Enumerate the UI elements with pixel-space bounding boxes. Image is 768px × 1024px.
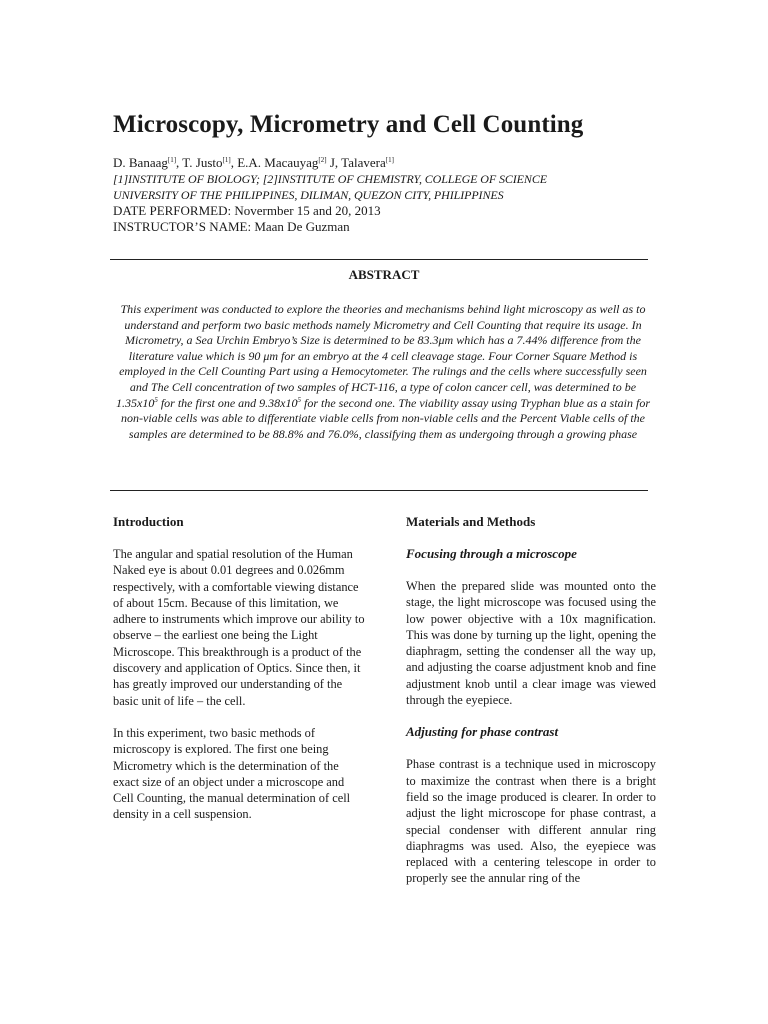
bottom-divider (110, 490, 648, 491)
introduction-paragraph: The angular and spatial resolution of the Human Naked eye is about 0.01 degrees and 0.026mm respectively, with a comfortable viewing distance of about 15cm. Because of this limitation, we adhere to instruments which improve our ability to observe – the earliest one being the Light Microscope. This breakthrough is a product of the discovery and application of Optics. Since then, it has greatly improved our understanding of the basic unit of life – the cell. (113, 547, 365, 708)
methods-paragraph: Phase contrast is a technique used in microscopy to maximize the contrast when there is a bright field so the image produced is clearer. In order to adjust the light microscope for phase contrast, a special condenser with different annular ring diaphragms was used. Also, the eyepiece was replaced with a centering telescope in order to properly see the annular ring of the (406, 757, 656, 886)
date-performed: DATE PERFORMED: Novermber 15 and 20, 2013 (113, 203, 381, 218)
abstract-body (113, 302, 653, 442)
abstract-text: for the first one and 9.38x10 (157, 395, 298, 410)
introduction-column (113, 514, 365, 839)
subsection-heading-focusing: Focusing through a microscope (406, 546, 577, 561)
author-name: , T. Justo (176, 155, 223, 170)
author-name: J, Talavera (326, 155, 386, 170)
methods-paragraph: When the prepared slide was mounted onto the stage, the light microscope was focused using the low power objective with a 10x magnification. This was done by turning up the light, opening the diaphragm, setting the condenser all the way up, and adjusting the coarse adjustment knob and fine adjustment knob until a clear image was viewed through the eyepiece. (406, 579, 656, 708)
abstract-text: for the second one. The viability assay using Tryphan blue as a stain for non-viable cells was able to differentiate viable cells from non-viable cells and the Percent Viable cells of the samples are determined to be 88.8% and 76.0%, classifying them as undergoing through a growing phase (121, 395, 650, 441)
abstract-heading: ABSTRACT (348, 267, 420, 282)
author-affiliation-mark: [2] (318, 156, 327, 164)
institution-line: [1]INSTITUTE OF BIOLOGY; [2]INSTITUTE OF CHEMISTRY, COLLEGE OF SCIENCE (113, 172, 547, 186)
author-affiliation-mark: [1] (222, 156, 231, 164)
author-name: , E.A. Macauyag (230, 155, 319, 170)
section-heading-introduction: Introduction (113, 514, 184, 529)
instructor-name: INSTRUCTOR’S NAME: Maan De Guzman (113, 219, 350, 234)
author-name: D. Banaag (113, 155, 168, 170)
methods-column (406, 514, 656, 903)
paper-meta (113, 155, 547, 235)
introduction-paragraph: In this experiment, two basic methods of microscopy is explored. The first one being Micrometry which is the determination of the exact size of an object under a microscope and Cell Counting, the manual determination of cell density in a cell suspension. (113, 725, 351, 822)
top-divider (110, 259, 648, 260)
subsection-heading-phase-contrast: Adjusting for phase contrast (406, 724, 559, 740)
author-affiliation-mark: [1] (385, 156, 394, 164)
abstract-text: This experiment was conducted to explore the theories and mechanisms behind light microscopy as well as to understand and perform two basic methods namely Micrometry and Cell Counting that require its usage. In Micrometry, a Sea Urchin Embryo’s Size is determined to be 83.3μm which has a 7.44% difference from the literature value which is 90 μm for an embryo at the 4 cell cleavage stage. Four Corner Square Method is employed in the Cell Counting Part using a Hemocytometer. The rulings and the cells where successfully seen and The Cell concentration of two samples of HCT-116, a type of colon cancer cell, was determined to be 1.35x10 (116, 302, 647, 410)
institution-line: UNIVERSITY OF THE PHILIPPINES, DILIMAN, QUEZON CITY, PHILIPPINES (113, 188, 504, 202)
superscript: 5 (154, 395, 158, 404)
paper-title: Microscopy, Micrometry and Cell Counting (113, 111, 584, 138)
superscript: 5 (297, 395, 301, 404)
author-affiliation-mark: [1] (167, 156, 177, 164)
section-heading-methods: Materials and Methods (406, 514, 536, 529)
author-list (113, 155, 547, 171)
